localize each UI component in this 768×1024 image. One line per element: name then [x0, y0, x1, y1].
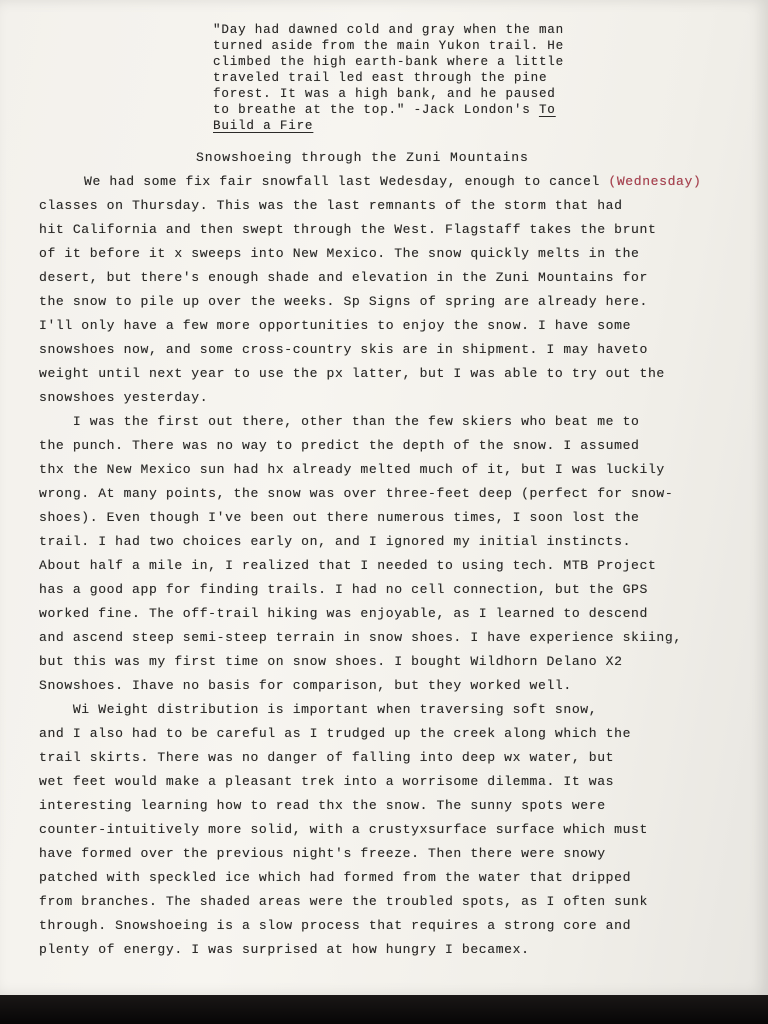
body-line: trail skirts. There was no danger of falling into deep wx water, but	[39, 750, 615, 765]
body-line: counter-intuitively more solid, with a crustyxsurface surface which must	[39, 822, 648, 837]
body-line: wrong. At many points, the snow was over three-feet deep (perfect for snow-	[39, 486, 674, 501]
body-line: the punch. There was no way to predict the depth of the snow. I assumed	[39, 438, 640, 453]
body-line: the snow to pile up over the weeks. Sp Signs of spring are already here.	[39, 294, 648, 309]
body-line: patched with speckled ice which had formed from the water that dripped	[39, 870, 632, 885]
body-line: snowshoes yesterday.	[39, 390, 209, 405]
body-line: I'll only have a few more opportunities to enjoy the snow. I have some	[39, 318, 632, 333]
body-line: and I also had to be careful as I trudged up the creek along which the	[39, 726, 632, 741]
epigraph-line: turned aside from the main Yukon trail. He	[213, 39, 565, 53]
body-line: snowshoes now, and some cross-country skis are in shipment. I may haveto	[39, 342, 648, 357]
body-line: through. Snowshoeing is a slow process that requires a strong core and	[39, 918, 632, 933]
book-title: To	[538, 103, 556, 117]
body-line: from branches. The shaded areas were the troubled spots, as I often sunk	[39, 894, 648, 909]
body-text: We had some fix fair snowfall last Wedesday, enough to cancel	[84, 174, 609, 189]
body-line: classes on Thursday. This was the last remnants of the storm that had	[39, 198, 623, 213]
body-line: of it before it x sweeps into New Mexico. The snow quickly melts in the	[39, 246, 640, 261]
body-line: has a good app for finding trails. I had no cell connection, but the GPS	[39, 582, 648, 597]
body-line: shoes). Even though I've been out there numerous times, I soon lost the	[39, 510, 640, 525]
body-line: and ascend steep semi-steep terrain in snow shoes. I have experience skiing,	[39, 630, 682, 645]
book-title: Build a Fire	[213, 119, 314, 133]
epigraph-text: to breathe at the top." -Jack London's	[213, 103, 539, 117]
epigraph-line: traveled trail led east through the pine	[213, 71, 548, 85]
essay-title: Snowshoeing through the Zuni Mountains	[196, 150, 529, 165]
epigraph-line: "Day had dawned cold and gray when the man	[213, 23, 565, 37]
epigraph-line: forest. It was a high bank, and he paused	[213, 87, 556, 101]
body-line: weight until next year to use the px latter, but I was able to try out the	[39, 366, 665, 381]
body-line: Wi Weight distribution is important when traversing soft snow,	[39, 702, 598, 717]
body-line: I was the first out there, other than the few skiers who beat me to	[39, 414, 640, 429]
body-line: but this was my first time on snow shoes. I bought Wildhorn Delano X2	[39, 654, 623, 669]
body-line: desert, but there's enough shade and elevation in the Zuni Mountains for	[39, 270, 648, 285]
body-line: hit California and then swept through the West. Flagstaff takes the brunt	[39, 222, 657, 237]
body-line: About half a mile in, I realized that I needed to using tech. MTB Project	[39, 558, 657, 573]
body-line: interesting learning how to read thx the snow. The sunny spots were	[39, 798, 606, 813]
body-line: trail. I had two choices early on, and I ignored my initial instincts.	[39, 534, 632, 549]
body-line: Snowshoes. Ihave no basis for comparison, but they worked well.	[39, 678, 572, 693]
body-line: plenty of energy. I was surprised at how hungry I becamex.	[39, 942, 530, 957]
body-line: thx the New Mexico sun had hx already melted much of it, but I was luckily	[39, 462, 665, 477]
body-line	[84, 174, 701, 190]
epigraph-line	[213, 102, 556, 118]
body-line: have formed over the previous night's freeze. Then there were snowy	[39, 846, 606, 861]
epigraph-line: climbed the high earth-bank where a little	[213, 55, 565, 69]
body-line: wet feet would make a pleasant trek into a worrisome dilemma. It was	[39, 774, 615, 789]
body-line: worked fine. The off-trail hiking was enjoyable, as I learned to descend	[39, 606, 648, 621]
handwritten-correction: (Wednesday)	[608, 174, 702, 189]
desk-surface	[0, 995, 768, 1024]
